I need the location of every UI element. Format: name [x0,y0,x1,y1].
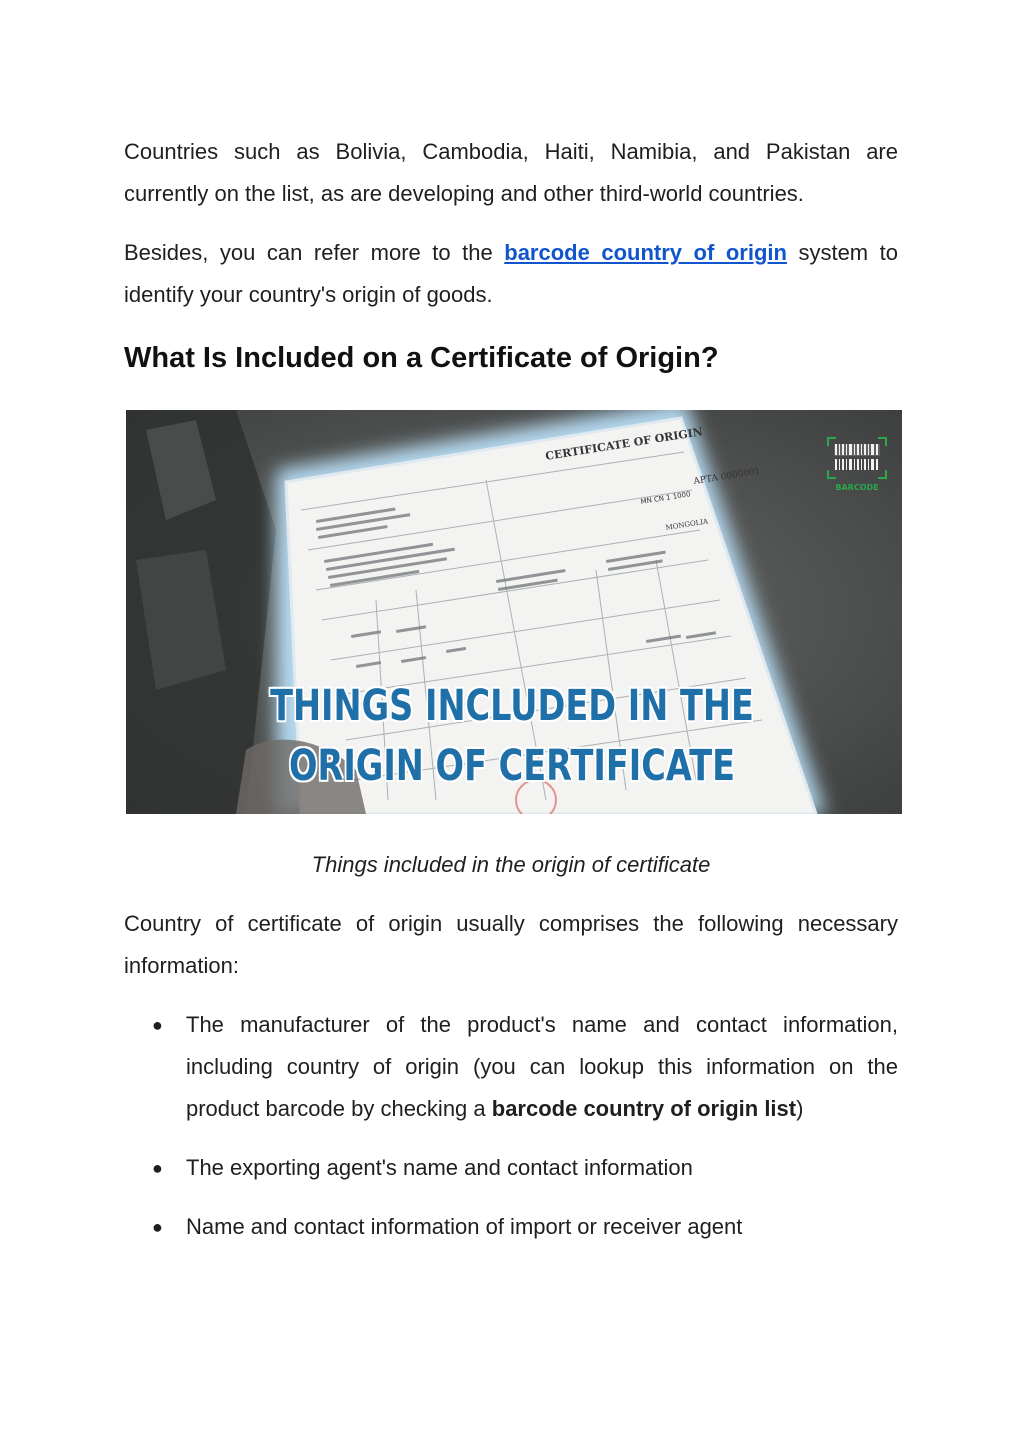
document-title-text: CERTIFICATE OF ORIGIN [544,425,704,463]
certificate-info-list [124,1004,898,1248]
paragraph-countries-list: Countries such as Bolivia, Cambodia, Haiti, Namibia, and Pakistan are currently on the list, as are developing and other third-world countries. [124,139,898,206]
list-item [124,1147,898,1189]
image-overlay-title-line1: THINGS INCLUDED IN THE [270,681,754,731]
barcode-logo-text: BARCODE [835,483,879,492]
bullet-icon: ● [152,1015,163,1035]
list-item-text-after: ) [796,1096,804,1121]
document-country-text: MONGOLIA [665,517,709,532]
list-item-text-before: The manufacturer of the product's name and contact information, including country of origin (you can lookup this information on the product barcode by checking a [186,1012,898,1121]
paragraph-barcode-reference [124,232,898,316]
paragraph-text-before-link: Besides, you can refer more to the [124,240,505,265]
paragraph-certificate-info: Country of certificate of origin usually comprises the following necessary information: [124,911,898,978]
image-overlay-title-line2: ORIGIN OF CERTIFICATE [288,741,736,791]
list-item-bold-text: barcode country of origin list [491,1096,797,1121]
document-number-text: APTA 0000001 [692,466,762,487]
list-item-text: The exporting agent's name and contact information [186,1155,693,1180]
barcode-logo-icon [826,436,888,492]
paragraph-text-after-link: system to identify your country's origin of goods. [124,240,898,307]
barcode-country-of-origin-link[interactable]: barcode country of origin [504,240,787,265]
document-ref-text: MN CN 1 1000 [640,490,692,506]
list-item [124,1206,898,1248]
list-item-text: Name and contact information of import or receiver agent [186,1214,743,1239]
section-heading: What Is Included on a Certificate of Origin? [124,342,719,374]
list-item [124,1004,898,1130]
barcode-logo [826,436,888,492]
bullet-icon: ● [152,1217,163,1237]
bullet-icon: ● [152,1158,163,1178]
image-caption: Things included in the origin of certificate [311,852,711,877]
